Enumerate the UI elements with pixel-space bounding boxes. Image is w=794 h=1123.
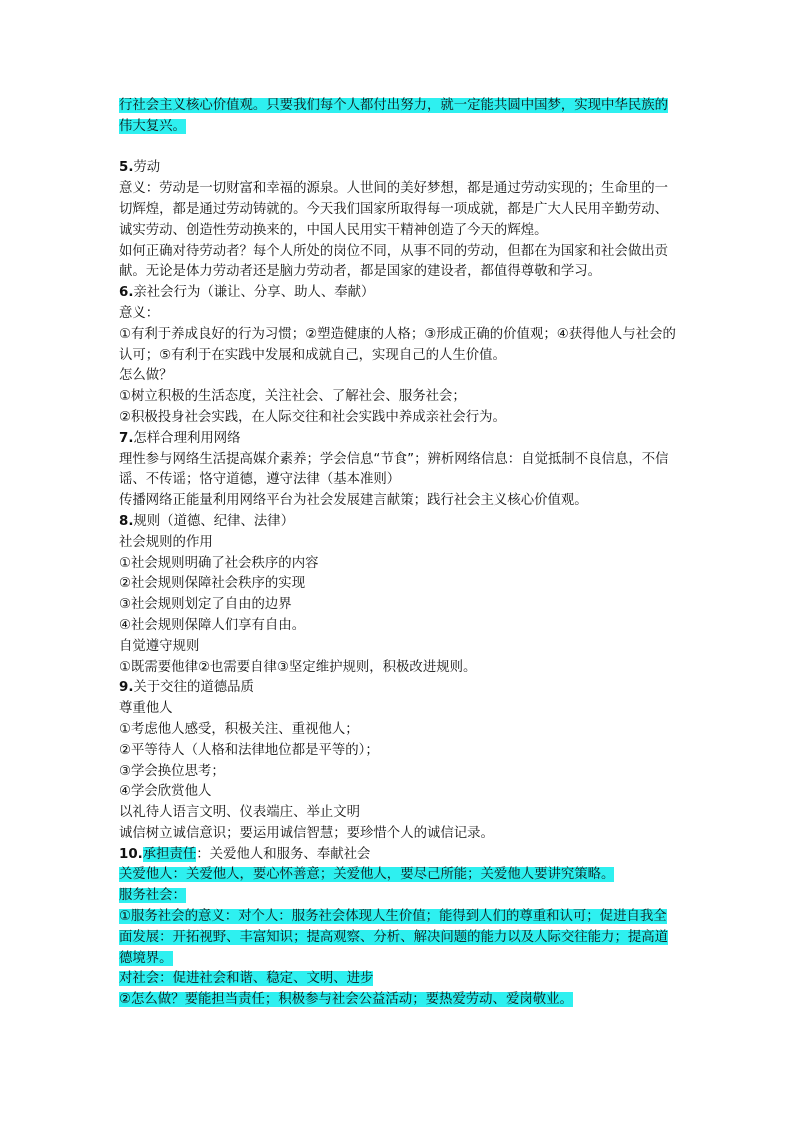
text-line: 自觉遵守规则 — [119, 638, 200, 654]
text-line: 理性参与网络生活提高媒介素养；学会信息“节食”；辨析网络信息：自觉抵制不良信息，不信谣、不传谣；恪守道德，遵守法律（基本准则） — [119, 451, 669, 488]
text-line: 意义： — [119, 305, 160, 321]
section-number: 5. — [119, 160, 134, 176]
text-line — [119, 969, 679, 990]
blank-line — [119, 138, 679, 159]
highlighted-text: 对社会：促进社会和谐、稳定、文明、进步 — [119, 971, 374, 987]
section-title: 亲社会行为（谦让、分享、助人、奉献） — [133, 285, 375, 301]
highlighted-text: 服务社会： — [119, 888, 186, 904]
text-line: 如何正确对待劳动者？每个人所处的岗位不同，从事不同的劳动，但都在为国家和社会做出贡献。无论是体力劳动者还是脑力劳动者，都是国家的建设者，都值得尊敬和学习。 — [119, 243, 669, 280]
section-heading — [119, 429, 679, 450]
text-line: 传播网络正能量利用网络平台为社会发展建言献策；践行社会主义核心价值观。 — [119, 493, 588, 509]
section-number: 10. — [119, 846, 143, 862]
text-line: ④学会欣赏他人 — [119, 784, 212, 800]
highlighted-text: 承担责任 — [142, 846, 197, 862]
text-line: ③学会换位思考； — [119, 763, 225, 779]
text-line: ①有利于养成良好的行为习惯；②塑造健康的人格；③形成正确的价值观；④获得他人与社会的认可；⑤有利于在实践中发展和成就自己，实现自己的人生价值。 — [119, 326, 676, 363]
section-number: 8. — [119, 513, 134, 529]
section-title: 关于交往的道德品质 — [133, 680, 254, 696]
text-line — [119, 990, 679, 1011]
text-line — [119, 865, 679, 886]
section-heading — [119, 283, 679, 304]
text-line — [119, 886, 679, 907]
text-line: ①社会规则明确了社会秩序的内容 — [119, 555, 319, 571]
document-body — [119, 96, 679, 1011]
text-line: 尊重他人 — [119, 701, 173, 717]
text-line: 意义：劳动是一切财富和幸福的源泉。人世间的美好梦想，都是通过劳动实现的；生命里的一切辉煌，都是通过劳动铸就的。今天我们国家所取得每一项成就，都是广大人民用辛勤劳动、诚实劳动、创造性劳动换来的，中国人民用实干精神创造了今天的辉煌。 — [119, 181, 669, 238]
text-line: 以礼待人语言文明、仪表端庄、举止文明 — [119, 805, 361, 821]
section-title: 劳动 — [133, 160, 161, 176]
text-line — [119, 96, 679, 138]
text-line — [119, 907, 679, 969]
section-heading — [119, 512, 679, 533]
text-line: ①考虑他人感受，积极关注、重视他人； — [119, 721, 359, 737]
section-heading — [119, 158, 679, 179]
text-line: 诚信树立诚信意识；要运用诚信智慧；要珍惜个人的诚信记录。 — [119, 825, 494, 841]
section-number: 6. — [119, 285, 134, 301]
section-title: 怎样合理利用网络 — [133, 430, 241, 446]
text-line: ②社会规则保障社会秩序的实现 — [119, 576, 306, 592]
section-heading — [119, 845, 679, 866]
section-heading — [119, 678, 679, 699]
section-title: 规则（道德、纪律、法律） — [133, 513, 295, 529]
text-line: ②积极投身社会实践，在人际交往和社会实践中养成亲社会行为。 — [119, 409, 506, 425]
highlighted-text: 关爱他人：关爱他人，要心怀善意；关爱他人，要尽己所能；关爱他人要讲究策略。 — [119, 867, 615, 883]
text-line: ④社会规则保障人们享有自由。 — [119, 617, 306, 633]
text-line: ①树立积极的生活态度，关注社会、了解社会、服务社会； — [119, 389, 466, 405]
text-line: ③社会规则划定了自由的边界 — [119, 597, 292, 613]
highlighted-text: 行社会主义核心价值观。只要我们每个人都付出努力，就一定能共圆中国梦，实现中华民族的伟大复兴。 — [119, 98, 669, 134]
text-segment: ：关爱他人和服务、奉献社会 — [196, 846, 371, 862]
section-number: 7. — [119, 430, 134, 446]
highlighted-text: ②怎么做？要能担当责任；积极参与社会公益活动；要热爱劳动、爱岗敬业。 — [119, 992, 573, 1008]
text-line: 怎么做？ — [119, 368, 173, 384]
text-line: ①既需要他律②也需要自律③坚定维护规则，积极改进规则。 — [119, 659, 477, 675]
section-number: 9. — [119, 680, 134, 696]
highlighted-text: ①服务社会的意义：对个人：服务社会体现人生价值；能得到人们的尊重和认可；促进自我全面发展：开拓视野、丰富知识；提高观察、分析、解决问题的能力以及人际交往能力；提高道德境界。 — [119, 909, 669, 966]
text-line: 社会规则的作用 — [119, 534, 213, 550]
text-line: ②平等待人（人格和法律地位都是平等的）； — [119, 742, 379, 758]
